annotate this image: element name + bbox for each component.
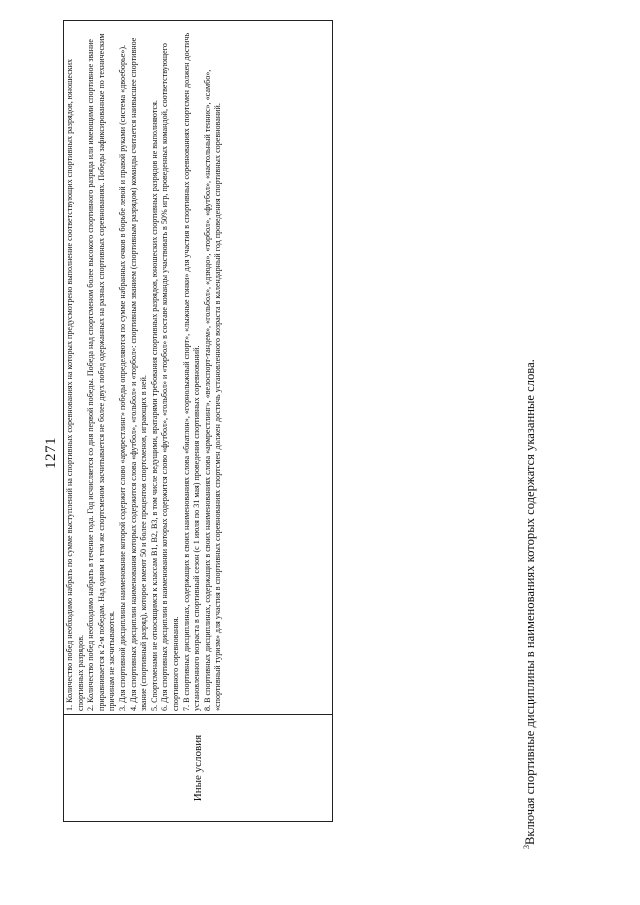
condition-item: 4. Для спортивных дисциплин наименования которых содержится слова «футбол», «гольбол» и «торбол»: спортивным званием (спортивным разрядом) команды считается наивысшее спортивное звание (спортивный разряд), которое имеют 50 и более процентов спортсменов, играющих в ней.: [128, 37, 149, 711]
condition-item: 1. Количество побед необходимо набрать по сумме выступлений на спортивных соревнованиях на которых предусмотрено выполнение соответствующих спортивных разрядов, юношеских спортивных разрядов.: [65, 58, 85, 711]
footnote-marker: 3: [522, 845, 531, 849]
row-label: Иные условия: [192, 734, 204, 802]
footnote: [522, 359, 538, 849]
condition-item: 3. Для спортивной дисциплины наименование которой содержит слово «армрестлинг» победы определяются по сумме набранных очков в борьбе левой и правой руками (система «двоеборье»).: [117, 44, 127, 711]
condition-item: 5. Спортсменами не относящимся к классам B1, B2, B3, в том числе ведущими, вратарями требования спортивных разрядов, юношеских спортивных разрядов не выполняются.: [149, 100, 159, 711]
condition-item: 6. Для спортивных дисциплин в наименовании которых содержится слово «футбол», «гольбол» и «торбол» в составе команды участвовать в 50% игр, проведенных командой, соответствующего спортивного соревнования.: [160, 43, 180, 711]
conditions-table: [63, 20, 333, 822]
footnote-text: Включая спортивные дисциплины в наименованиях которых содержатся указанные слова.: [523, 359, 538, 845]
condition-item: 7. В спортивных дисциплинах, содержащих в своих наименованиях слова «биатлон», «горнолыжный спорт», «лыжные гонки» для участия в спортивных соревнованиях спортсмен должен достичь установленного возраста в спортивный сезон (с 1 июля по 31 мая) проведения спортивных соревнований.: [181, 32, 202, 711]
row-label-cell: [64, 715, 333, 822]
condition-item: 2. Количество побед необходимо набрать в течение года. Год исчисляется со дня первой победы. Победа над спортсменом более высокого спортивного разряда или имеющими спортивное звание приравнивается к 2-м победам. Над одним и тем же спортсменом засчитывается не более двух побед одержанных на разных спортивных соревнованиях. Победы зафиксированные по техническим причинам не засчитываются.: [86, 33, 117, 711]
table-row: [64, 21, 333, 822]
conditions-text-cell: [64, 21, 333, 715]
page-number: 1271: [43, 437, 59, 469]
condition-item: 8. В спортивных дисциплинах, содержащих в своих наименованиях слова «армрестлинг», «велоспорт-тандем», «гольбол», «дзюдо», «торбол», «футбол», «настольный теннис», «самбо», «спортивный туризм» для участия в спортивных соревнованиях спортсмен должен достичь установленного возраста в календарный год проведения спортивных соревнований.: [202, 69, 223, 711]
